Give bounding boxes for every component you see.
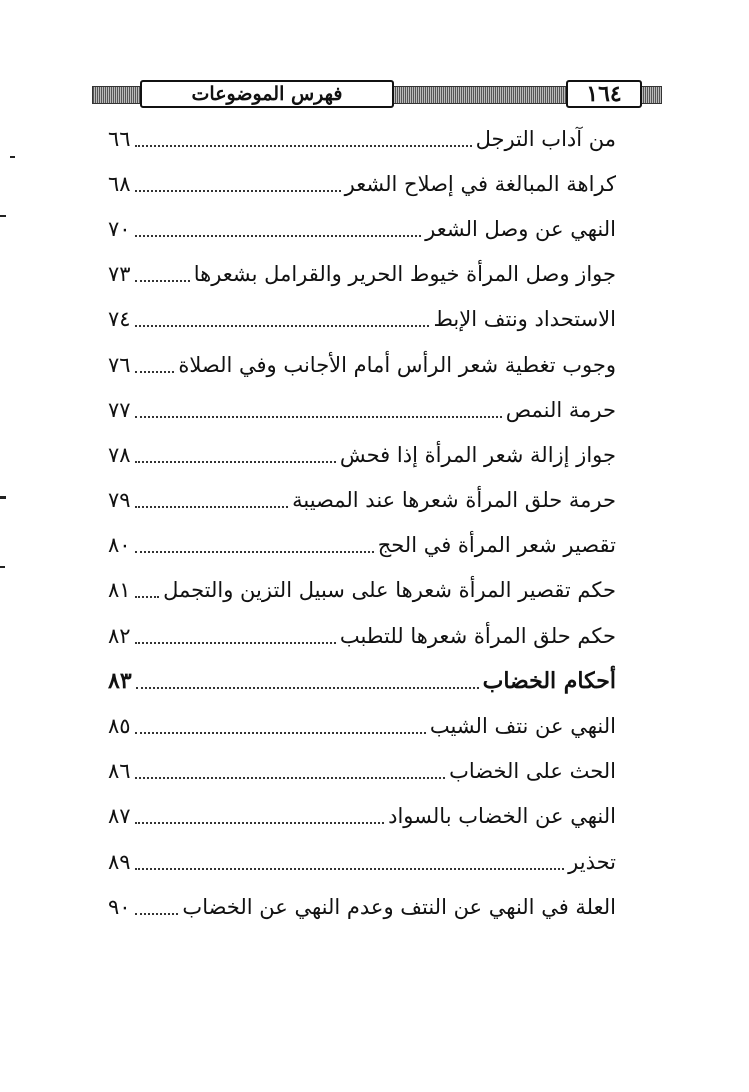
toc-entry-page: ٨٩ [108,849,131,874]
toc-entry [108,478,616,523]
toc-entry-title: أحكام الخضاب [482,667,616,694]
toc-entry [108,432,616,477]
page-header [92,80,662,110]
header-title: فهرس الموضوعات [140,80,394,108]
toc-entry-page: ٨١ [108,578,131,603]
toc-entry-page: ٦٦ [108,126,131,151]
toc-entry-page: ٧٧ [108,397,131,422]
dot-leader [135,325,430,327]
toc-entry-page: ٨٧ [108,804,131,829]
toc-entry-page: ٧٣ [108,262,131,287]
toc-entry [108,523,616,568]
toc-entry [108,387,616,432]
dot-leader [135,461,336,463]
dot-leader [135,506,289,508]
toc-entry [108,658,616,703]
toc-entry-title: حكم تقصير المرأة شعرها على سبيل التزين والتجمل [163,578,616,603]
toc-entry-title: النهي عن وصل الشعر [425,216,616,241]
toc-entry-title: تحذير [568,849,616,874]
toc-entry-page: ٨٥ [108,714,131,739]
dot-leader [135,280,190,282]
toc-entry-title: الحث على الخضاب [449,759,616,784]
toc-entry [108,342,616,387]
toc-entry [108,884,616,929]
dot-leader [135,416,502,418]
toc-entry [108,116,616,161]
dot-leader [135,371,175,373]
scan-mark [0,566,5,568]
page-number: ١٦٤ [566,80,642,108]
dot-leader [135,777,446,779]
dot-leader [135,822,385,824]
toc-entry [108,161,616,206]
toc-entry-title: حرمة النمص [505,397,616,422]
toc-entry-page: ٦٨ [108,171,131,196]
dot-leader [135,732,426,734]
toc-entry-page: ٨٦ [108,759,131,784]
toc-entry-page: ٧٤ [108,307,131,332]
toc-entry [108,613,616,658]
toc-entry-title: العلة في النهي عن النتف وعدم النهي عن الخضاب [182,894,616,919]
dot-leader [135,551,374,553]
toc-entry-title: النهي عن نتف الشيب [429,714,616,739]
dot-leader [136,687,479,689]
toc-entry [108,252,616,297]
toc-entry-title: تقصير شعر المرأة في الحج [377,533,616,558]
toc-entry-title: من آداب الترجل [475,126,616,151]
toc-entry-page: ٨٠ [108,533,131,558]
scan-mark [0,215,6,217]
toc-entry-title: جواز وصل المرأة خيوط الحرير والقرامل بشعرها [193,262,616,287]
toc-entry [108,568,616,613]
toc-entry-page: ٨٢ [108,623,131,648]
toc-entry-title: الاستحداد ونتف الإبط [433,307,616,332]
toc-entry [108,297,616,342]
dot-leader [135,235,422,237]
toc-entry-title: وجوب تغطية شعر الرأس أمام الأجانب وفي الصلاة [178,352,616,377]
scan-mark [10,156,15,158]
table-of-contents [108,116,616,929]
toc-entry-page: ٧٩ [108,488,131,513]
toc-entry [108,703,616,748]
toc-entry-title: حكم حلق المرأة شعرها للتطبب [339,623,616,648]
toc-entry [108,749,616,794]
dot-leader [135,145,472,147]
dot-leader [135,642,336,644]
toc-entry-page: ٨٣ [108,667,132,694]
toc-entry [108,839,616,884]
dot-leader [135,913,179,915]
toc-entry-page: ٧٨ [108,442,131,467]
toc-entry [108,794,616,839]
toc-entry-page: ٧٠ [108,216,131,241]
toc-entry-title: حرمة حلق المرأة شعرها عند المصيبة [292,488,616,513]
dot-leader [135,596,160,598]
toc-entry-title: جواز إزالة شعر المرأة إذا فحش [339,442,616,467]
toc-entry-page: ٧٦ [108,352,131,377]
toc-entry-title: كراهة المبالغة في إصلاح الشعر [344,171,616,196]
toc-entry-title: النهي عن الخضاب بالسواد [388,804,616,829]
scan-mark [0,496,6,499]
dot-leader [135,190,341,192]
toc-entry-page: ٩٠ [108,894,131,919]
toc-entry [108,206,616,251]
dot-leader [135,868,565,870]
